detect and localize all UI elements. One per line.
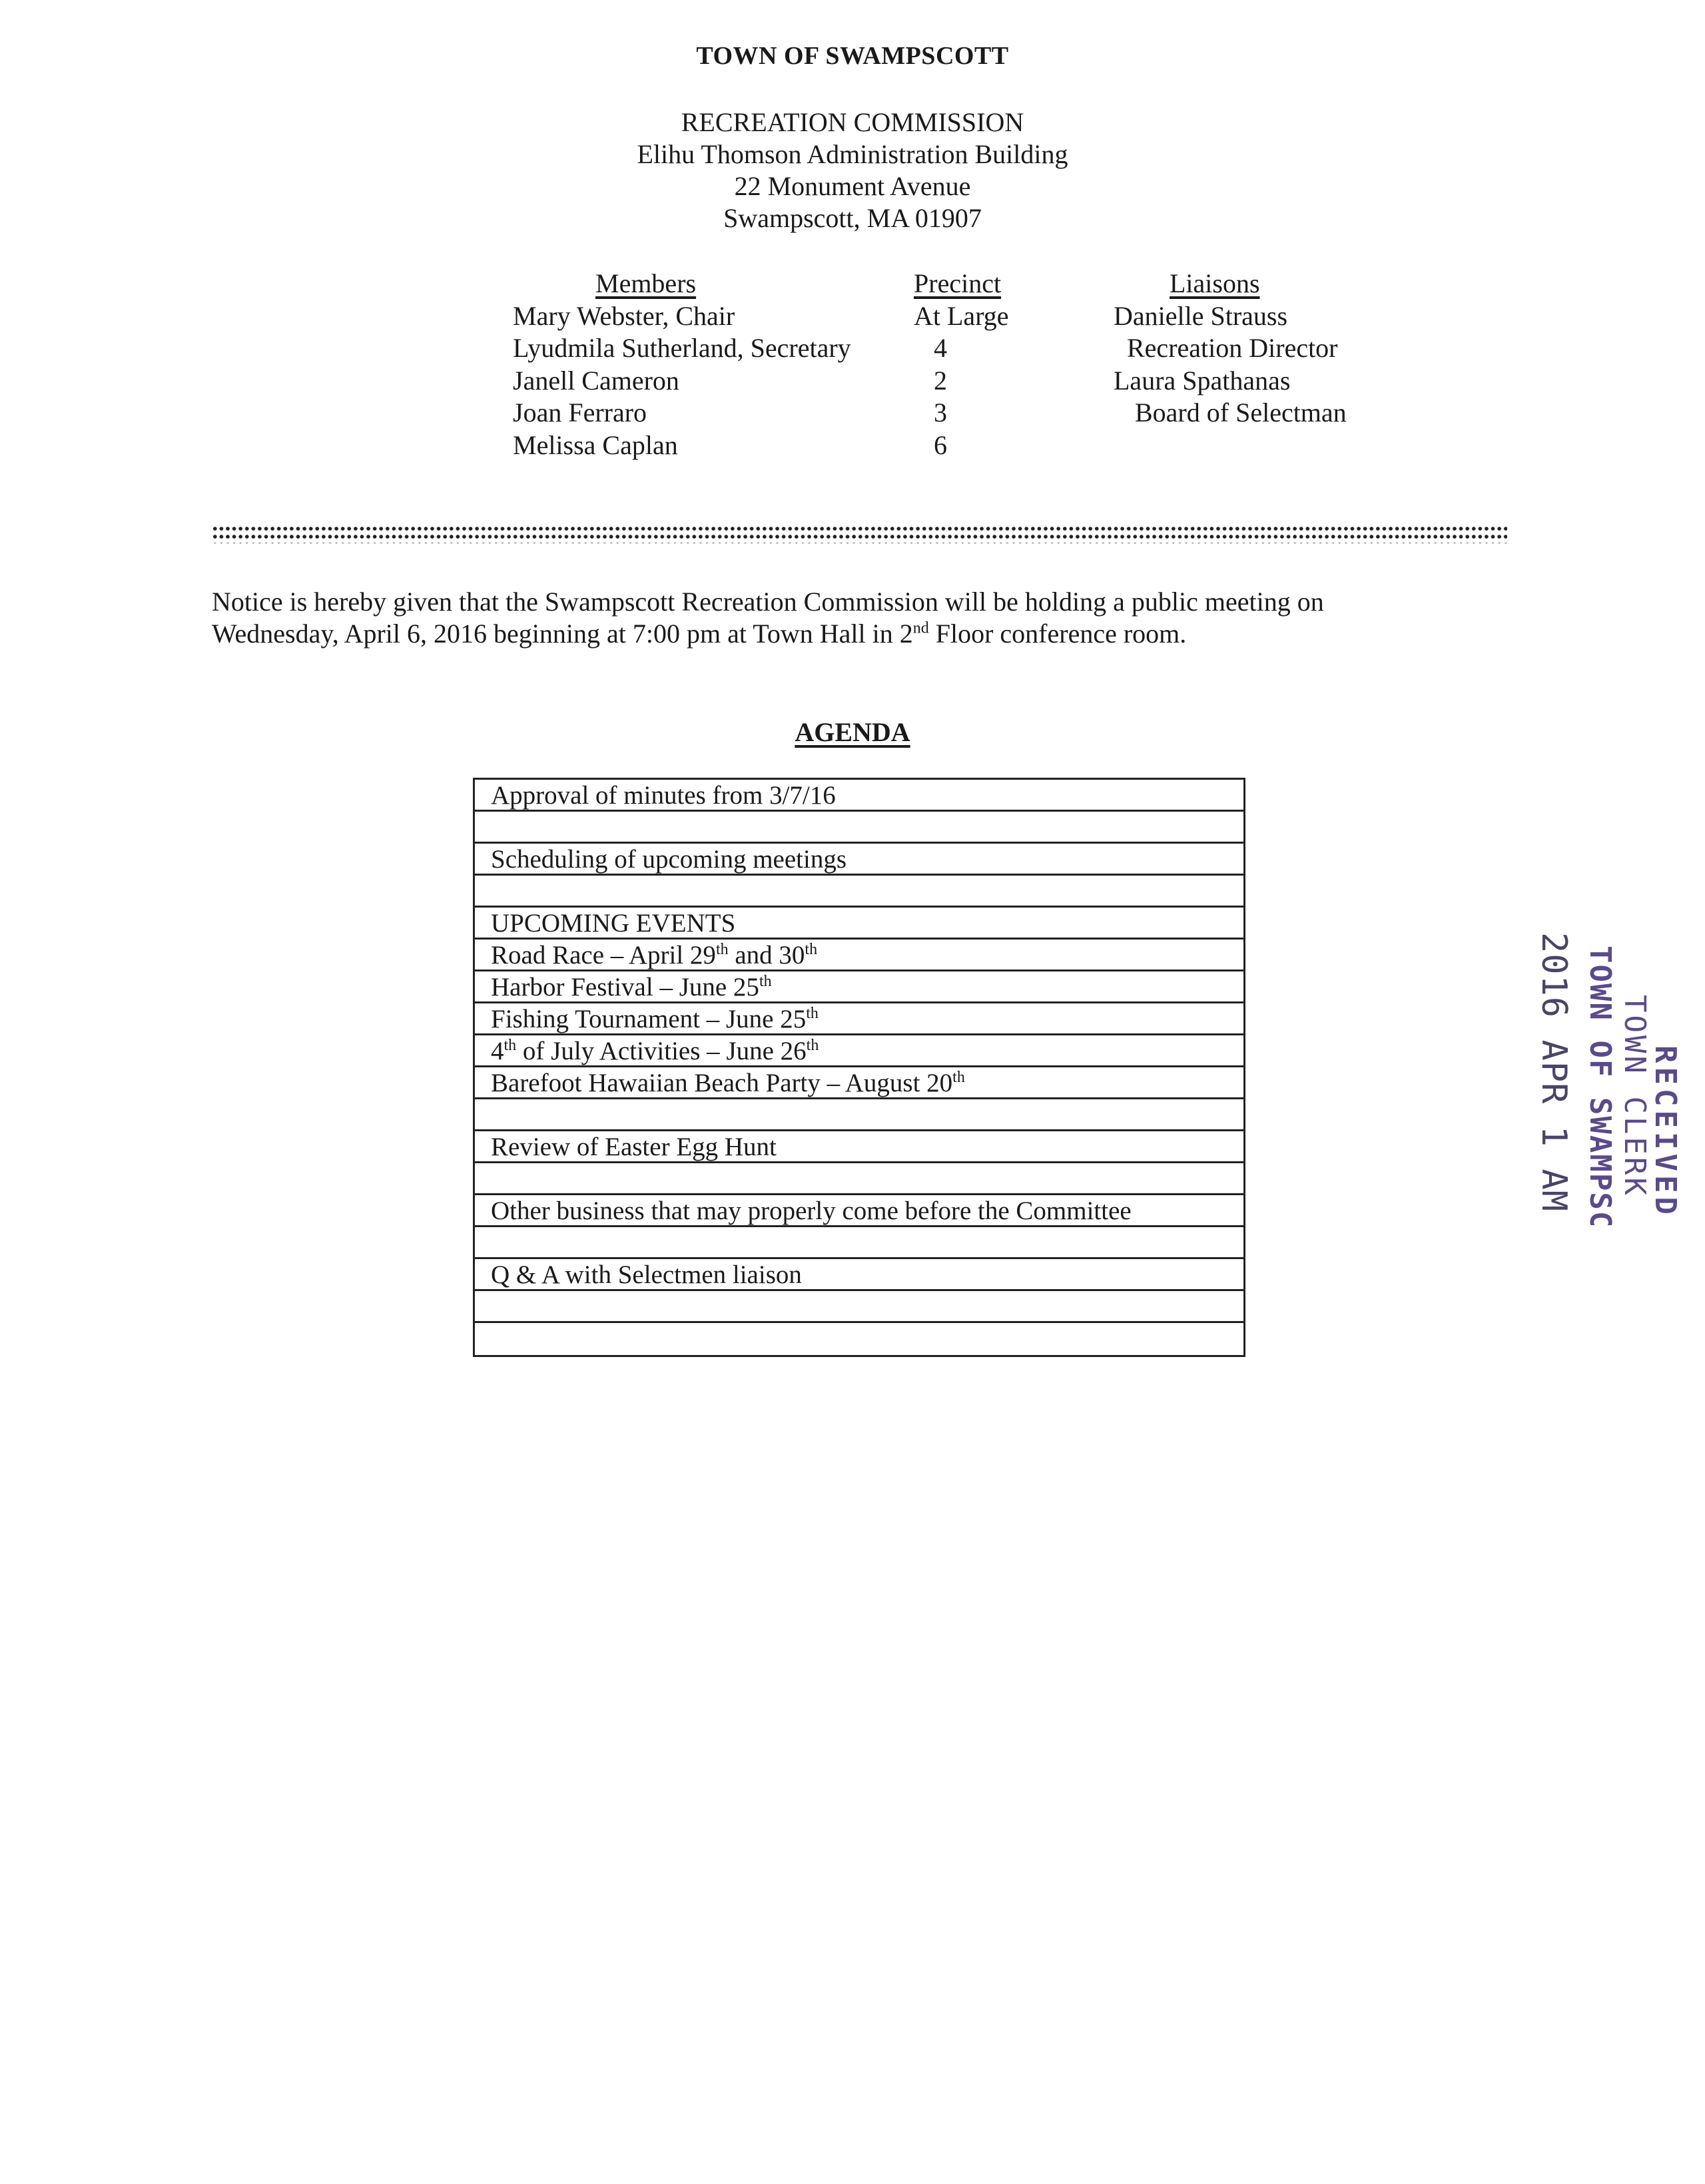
agenda-blank-row	[475, 876, 1243, 908]
member-precinct: 6	[934, 429, 947, 460]
agenda-blank-row	[475, 812, 1243, 844]
member-precinct: 2	[934, 365, 947, 396]
agenda-item-text: Harbor Festival – June 25	[491, 973, 759, 1001]
notice-superscript: nd	[912, 619, 929, 637]
stamp-line-town: TOWN OF SWAMPSCOTT	[1583, 946, 1617, 1225]
agenda-item	[475, 844, 1243, 876]
notice-line-1: Notice is hereby given that the Swampscott Recreation Commission will be holding a public meeting on	[212, 587, 1324, 617]
agenda-item	[475, 940, 1243, 971]
liaison-role: Board of Selectman	[1135, 398, 1347, 427]
agenda-superscript: th	[806, 1005, 819, 1022]
liaison-name: Danielle Strauss	[1114, 300, 1288, 331]
member-name: Janell Cameron	[513, 365, 679, 396]
town-title: TOWN OF SWAMPSCOTT	[696, 42, 1009, 70]
agenda-blank-row	[475, 1227, 1243, 1259]
members-column	[513, 268, 851, 461]
agenda-superscript: th	[715, 941, 729, 958]
agenda-item-text: Review of Easter Egg Hunt	[491, 1133, 777, 1161]
liaison-name: Laura Spathanas	[1114, 365, 1291, 396]
agenda-item	[475, 971, 1243, 1003]
agenda-item	[475, 1035, 1243, 1067]
agenda-superscript: th	[759, 973, 772, 990]
agenda-item	[475, 908, 1243, 940]
agenda-item-text: Q & A with Selectmen liaison	[491, 1260, 802, 1289]
agenda-blank-row	[475, 1323, 1243, 1355]
received-stamp	[1485, 852, 1698, 1225]
agenda-item-tail: and 30	[728, 941, 805, 969]
members-header: Members	[595, 268, 697, 298]
dotted-divider	[212, 525, 1507, 543]
stamp-line-received: RECEIVED	[1648, 1045, 1682, 1219]
precinct-column	[914, 268, 1009, 461]
agenda-item-text: UPCOMING EVENTS	[491, 909, 736, 938]
stamp-line-town-clerk: TOWN CLERK	[1618, 995, 1652, 1198]
member-precinct: At Large	[914, 300, 1009, 331]
agenda-blank-row	[475, 1291, 1243, 1323]
member-name: Joan Ferraro	[513, 398, 647, 427]
agenda-item	[475, 1195, 1243, 1227]
stamp-line-date: 2016 APR 1 AM 10 08	[1534, 932, 1574, 1225]
agenda-item	[475, 1259, 1243, 1291]
agenda-superscript: th	[806, 1037, 819, 1054]
agenda-item-text: Fishing Tournament – June 25	[491, 1005, 807, 1033]
agenda-item	[475, 1131, 1243, 1163]
notice-line-2-text: Wednesday, April 6, 2016 beginning at 7:00 pm at Town Hall in 2	[212, 619, 913, 649]
liaison-role: Recreation Director	[1127, 333, 1338, 363]
member-name: Melissa Caplan	[513, 429, 678, 460]
member-precinct: 3	[934, 398, 947, 427]
agenda-item	[475, 1067, 1243, 1099]
city-address: Swampscott, MA 01907	[723, 203, 982, 233]
agenda-item-text: 4	[491, 1037, 504, 1065]
precinct-header: Precinct	[914, 268, 1002, 298]
agenda-table	[473, 778, 1245, 1357]
notice-line-2	[212, 618, 1477, 650]
meeting-notice	[212, 586, 1477, 650]
building-name: Elihu Thomson Administration Building	[637, 139, 1068, 169]
agenda-superscript: th	[805, 941, 818, 958]
agenda-item-text: Scheduling of upcoming meetings	[491, 845, 847, 874]
agenda-superscript: th	[504, 1037, 517, 1054]
agenda-blank-row	[475, 1099, 1243, 1131]
agenda-item	[475, 780, 1243, 812]
agenda-item-text: Barefoot Hawaiian Beach Party – August 20	[491, 1069, 953, 1097]
member-name: Lyudmila Sutherland, Secretary	[513, 333, 851, 363]
agenda-item-text: Other business that may properly come before the Committee	[491, 1197, 1132, 1225]
notice-line-2-tail: Floor conference room.	[928, 619, 1187, 649]
agenda-item-text: Road Race – April 29	[491, 941, 716, 969]
agenda-blank-row	[475, 1163, 1243, 1195]
agenda-item	[475, 1003, 1243, 1035]
agenda-title: AGENDA	[795, 717, 910, 747]
commission-address	[0, 107, 1705, 234]
agenda-superscript: th	[952, 1069, 965, 1086]
agenda-item-tail: of July Activities – June 26	[516, 1037, 807, 1065]
street-address: 22 Monument Avenue	[734, 171, 971, 201]
member-precinct: 4	[934, 333, 947, 363]
liaisons-column	[1114, 268, 1347, 429]
commission-name: RECREATION COMMISSION	[681, 107, 1024, 137]
liaisons-header: Liaisons	[1170, 268, 1260, 298]
agenda-item-text: Approval of minutes from 3/7/16	[491, 781, 836, 810]
member-name: Mary Webster, Chair	[513, 300, 735, 331]
